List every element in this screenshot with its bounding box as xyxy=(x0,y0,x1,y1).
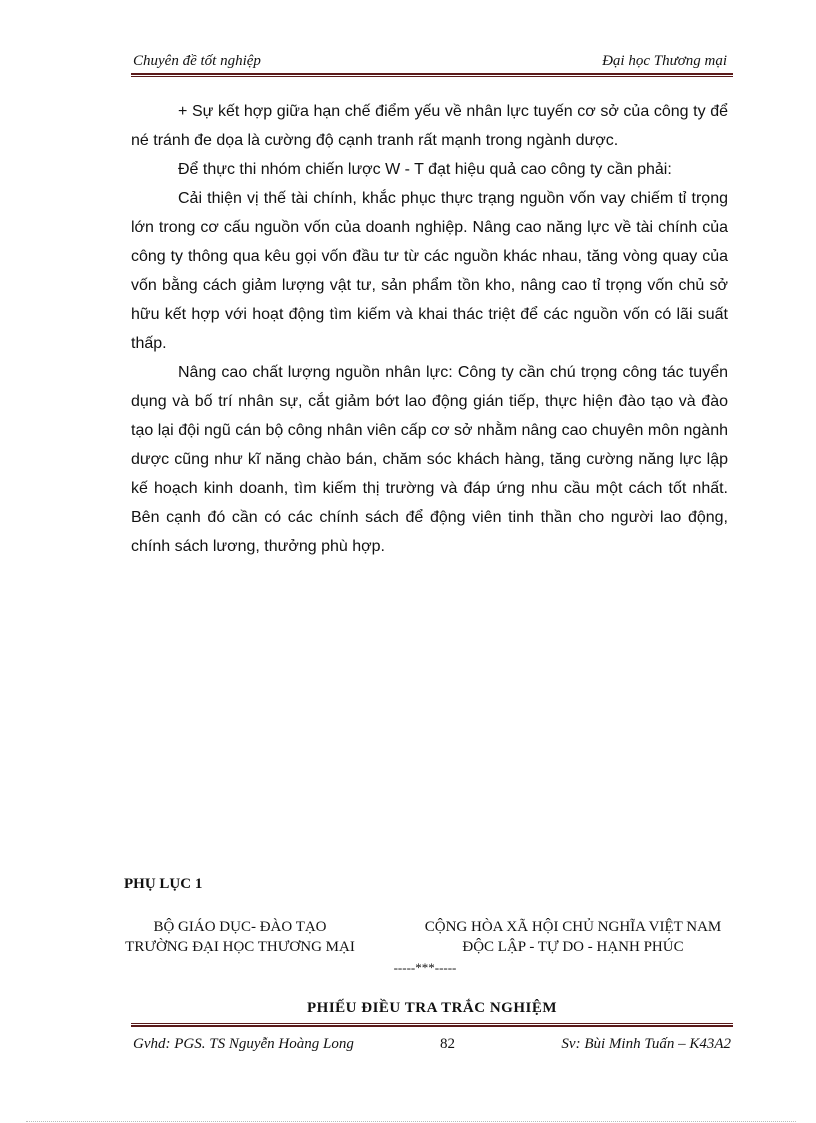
page-number: 82 xyxy=(440,1036,455,1052)
ministry-block xyxy=(90,917,390,957)
survey-title: PHIẾU ĐIỀU TRA TRẮC NGHIỆM xyxy=(307,1000,557,1016)
star-separator: -----***----- xyxy=(393,960,457,975)
page-footer xyxy=(131,1036,733,1056)
university-name: TRƯỜNG ĐẠI HỌC THƯƠNG MẠI xyxy=(125,939,355,955)
country-name: CỘNG HÒA XÃ HỘI CHỦ NGHĨA VIỆT NAM xyxy=(424,919,722,935)
header-rule xyxy=(131,73,733,77)
appendix-title: PHỤ LỤC 1 xyxy=(124,876,203,892)
national-motto-block xyxy=(390,917,756,957)
body-text xyxy=(131,97,728,561)
paragraph-4: Nâng cao chất lượng nguồn nhân lực: Công ty cần chú trọng công tác tuyển dụng và bố trí nhân sự, cắt giảm bớt lao động gián tiếp, thực hiện đào tạo và đào tạo lại đội ngũ cán bộ công nhân viên cấp cơ sở nhằm nâng cao chuyên môn ngành dược cũng như kĩ năng chào bán, chăm sóc khách hàng, tăng cường năng lực lập kế hoạch kinh doanh, tìm kiếm thị trường và đáp ứng nhu cầu một cách tốt nhất. Bên cạnh đó cần có các chính sách để động viên tinh thần cho người lao động, chính sách lương, thưởng phù hợp. xyxy=(131,364,728,555)
header-left-text: Chuyên đề tốt nghiệp xyxy=(133,53,261,69)
page-header xyxy=(131,52,731,74)
header-right-text: Đại học Thương mại xyxy=(602,53,727,69)
footer-supervisor: Gvhd: PGS. TS Nguyễn Hoàng Long xyxy=(133,1036,354,1052)
footer-student: Sv: Bùi Minh Tuấn – K43A2 xyxy=(561,1036,731,1052)
paragraph-2: Để thực thi nhóm chiến lược W - T đạt hiệu quả cao công ty cần phải: xyxy=(178,161,672,178)
paragraph-1: + Sự kết hợp giữa hạn chế điểm yếu về nhân lực tuyến cơ sở của công ty để né tránh đe dọa là cường độ cạnh tranh rất mạnh trong ngành dược. xyxy=(131,103,728,149)
paragraph-3: Cải thiện vị thế tài chính, khắc phục thực trạng nguồn vốn vay chiếm tỉ trọng lớn trong cơ cấu nguồn vốn của doanh nghiệp. Nâng cao năng lực về tài chính của công ty thông qua kêu gọi vốn đầu tư từ các nguồn khác nhau, tăng vòng quay của vốn bằng cách giảm lượng vật tư, sản phẩm tồn kho, nâng cao tỉ trọng vốn chủ sở hữu kết hợp với hoạt động tìm kiếm và khai thác triệt để các nguồn vốn có lãi suất thấp. xyxy=(131,190,728,352)
national-motto: ĐỘC LẬP - TỰ DO - HẠNH PHÚC xyxy=(462,939,684,955)
footer-rule xyxy=(131,1023,733,1027)
page-edge-divider xyxy=(26,1121,796,1122)
ministry-name: BỘ GIÁO DỤC- ĐÀO TẠO xyxy=(153,919,327,935)
